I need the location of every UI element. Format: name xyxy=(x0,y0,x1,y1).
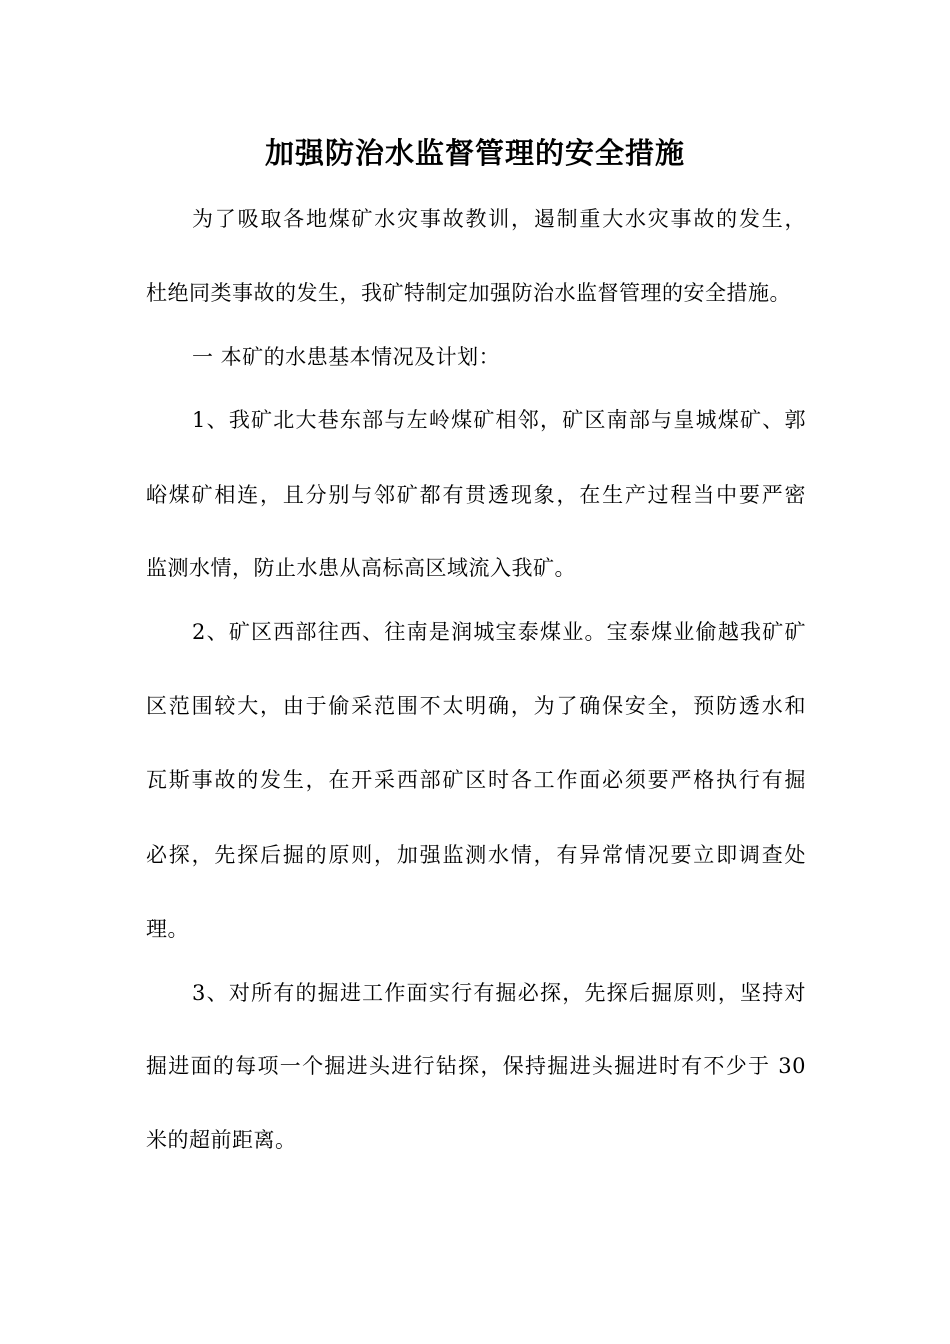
paragraph-line: 3、对所有的掘进工作面实行有掘必探，先探后掘原则，坚持对 xyxy=(192,981,806,1005)
paragraph-line: 监测水情，防止水患从高标高区域流入我矿。 xyxy=(146,556,576,580)
paragraph-line: 区范围较大，由于偷采范围不太明确，为了确保安全，预防透水和 xyxy=(146,694,806,718)
section-heading: 一 本矿的水患基本情况及计划： xyxy=(192,345,501,369)
paragraph-line: 峪煤矿相连，且分别与邻矿都有贯透现象，在生产过程当中要严密 xyxy=(146,483,806,507)
paragraph-line: 瓦斯事故的发生，在开采西部矿区时各工作面必须要严格执行有掘 xyxy=(146,768,806,792)
paragraph-line: 掘进面的每项一个掘进头进行钻探，保持掘进头掘进时有不少于 30 xyxy=(146,1054,806,1078)
paragraph-line: 为了吸取各地煤矿水灾事故教训，遏制重大水灾事故的发生， xyxy=(192,207,806,231)
paragraph-line: 2、矿区西部往西、往南是润城宝泰煤业。宝泰煤业偷越我矿矿 xyxy=(192,620,806,644)
document-title: 加强防治水监督管理的安全措施 xyxy=(264,136,685,170)
paragraph-line: 1、我矿北大巷东部与左岭煤矿相邻，矿区南部与皇城煤矿、郭 xyxy=(192,408,806,432)
paragraph-line: 必探，先探后掘的原则，加强监测水情，有异常情况要立即调查处 xyxy=(146,843,806,867)
paragraph-line: 杜绝同类事故的发生，我矿特制定加强防治水监督管理的安全措施。 xyxy=(146,281,791,305)
paragraph-line: 理。 xyxy=(146,917,189,941)
paragraph-line: 米的超前距离。 xyxy=(146,1128,297,1152)
